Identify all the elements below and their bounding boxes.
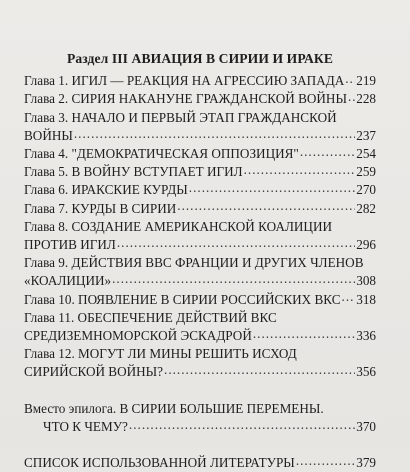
toc-entry — [24, 200, 376, 218]
toc-entry-title: Глава 11. ОБЕСПЕЧЕНИЕ ДЕЙСТВИЙ ВКС — [24, 309, 277, 325]
toc-line — [24, 400, 376, 418]
toc-line — [24, 127, 376, 145]
page-number: 237 — [356, 127, 376, 143]
toc-line — [24, 109, 376, 127]
page-number: 296 — [356, 237, 376, 253]
page-number: 259 — [356, 164, 376, 180]
toc-entry-title: Глава 12. МОГУТ ЛИ МИНЫ РЕШИТЬ ИСХОД — [24, 346, 297, 362]
toc-entry — [24, 181, 376, 199]
toc-entry — [24, 109, 376, 145]
page-number: 336 — [356, 328, 376, 344]
toc-entry-title: Глава 1. ИГИЛ — РЕАКЦИЯ НА АГРЕССИЮ ЗАПАДА — [24, 73, 345, 89]
toc-line — [24, 163, 376, 181]
dot-leader — [74, 128, 355, 140]
page-number: 282 — [356, 200, 376, 216]
toc-entry-title: СПИСОК ИСПОЛЬЗОВАННОЙ ЛИТЕРАТУРЫ — [24, 455, 295, 471]
toc-entry-title: Глава 3. НАЧАЛО И ПЕРВЫЙ ЭТАП ГРАЖДАНСКОЙ — [24, 109, 337, 125]
toc-line — [24, 145, 376, 163]
toc-entry-title: Глава 7. КУРДЫ В СИРИИ — [24, 200, 177, 216]
toc-entries — [24, 72, 376, 381]
page-number: 318 — [356, 291, 376, 307]
dot-leader — [129, 419, 355, 431]
section-title: Раздел III АВИАЦИЯ В СИРИИ И ИРАКЕ — [66, 51, 334, 66]
toc-entry-title: Вместо эпилога. В СИРИИ БОЛЬШИЕ ПЕРЕМЕНЫ. — [24, 400, 324, 416]
toc-entry-title: Глава 10. ПОЯВЛЕНИЕ В СИРИИ РОССИЙСКИХ ВКС — [24, 291, 341, 307]
toc-entry-title: Глава 4. "ДЕМОКРАТИЧЕСКАЯ ОППОЗИЦИЯ" — [24, 146, 299, 162]
toc-entry-title: Глава 6. ИРАКСКИЕ КУРДЫ — [24, 182, 188, 198]
dot-leader — [253, 328, 355, 340]
toc-line — [24, 272, 376, 290]
toc-line — [24, 236, 376, 254]
table-of-contents — [24, 50, 376, 472]
toc-line — [24, 291, 376, 309]
dot-leader — [112, 273, 355, 285]
toc-entry-title: СИРИЙСКОЙ ВОЙНЫ? — [24, 364, 164, 380]
toc-entry — [24, 254, 376, 290]
toc-entry-title: СРЕДИЗЕМНОМОРСКОЙ ЭСКАДРОЙ — [24, 328, 252, 344]
toc-line — [24, 345, 376, 363]
toc-line — [24, 454, 376, 472]
dot-leader — [177, 201, 355, 213]
toc-entry-title: «КОАЛИЦИИ» — [24, 273, 112, 289]
dot-leader — [300, 146, 355, 158]
toc-line — [24, 418, 376, 436]
toc-entry-title: ПРОТИВ ИГИЛ — [24, 237, 116, 253]
dot-leader — [348, 91, 355, 103]
toc-entry — [24, 291, 376, 309]
page-number: 370 — [356, 418, 376, 434]
toc-entry — [24, 163, 376, 181]
toc-entry — [24, 309, 376, 345]
toc-line — [24, 200, 376, 218]
dot-leader — [296, 455, 355, 467]
page-number: 270 — [356, 182, 376, 198]
toc-entry-title: ЧТО К ЧЕМУ? — [43, 418, 128, 434]
toc-entry — [24, 345, 376, 381]
toc-entry — [24, 90, 376, 108]
page-number: 379 — [356, 455, 376, 471]
toc-entry — [24, 400, 376, 436]
dot-leader — [345, 73, 355, 85]
toc-line — [24, 181, 376, 199]
toc-entry-title: ВОЙНЫ — [24, 127, 73, 143]
toc-line — [24, 363, 376, 381]
dot-leader — [189, 182, 355, 194]
toc-line — [24, 218, 376, 236]
epilogue-entry — [24, 400, 376, 436]
toc-entry — [24, 454, 376, 472]
page-number: 356 — [356, 364, 376, 380]
page-number: 228 — [356, 91, 376, 107]
toc-entry-title: Глава 2. СИРИЯ НАКАНУНЕ ГРАЖДАНСКОЙ ВОЙНЫ — [24, 91, 347, 107]
toc-entry — [24, 145, 376, 163]
dot-leader — [117, 237, 355, 249]
toc-entry — [24, 72, 376, 90]
toc-line — [24, 72, 376, 90]
toc-entry — [24, 218, 376, 254]
dot-leader — [244, 164, 356, 176]
page-number: 254 — [356, 146, 376, 162]
toc-line — [24, 90, 376, 108]
bibliography-entry — [24, 454, 376, 472]
dot-leader — [164, 364, 355, 376]
toc-line — [24, 254, 376, 272]
toc-line — [24, 327, 376, 345]
page-number: 308 — [356, 273, 376, 289]
toc-entry-title: Глава 5. В ВОЙНУ ВСТУПАЕТ ИГИЛ — [24, 164, 243, 180]
toc-entry-title: Глава 8. СОЗДАНИЕ АМЕРИКАНСКОЙ КОАЛИЦИИ — [24, 218, 333, 234]
toc-entry-title: Глава 9. ДЕЙСТВИЯ ВВС ФРАНЦИИ И ДРУГИХ ЧЛЕНОВ — [24, 255, 364, 271]
dot-leader — [342, 292, 356, 304]
toc-line — [24, 309, 376, 327]
page-number: 219 — [356, 73, 376, 89]
